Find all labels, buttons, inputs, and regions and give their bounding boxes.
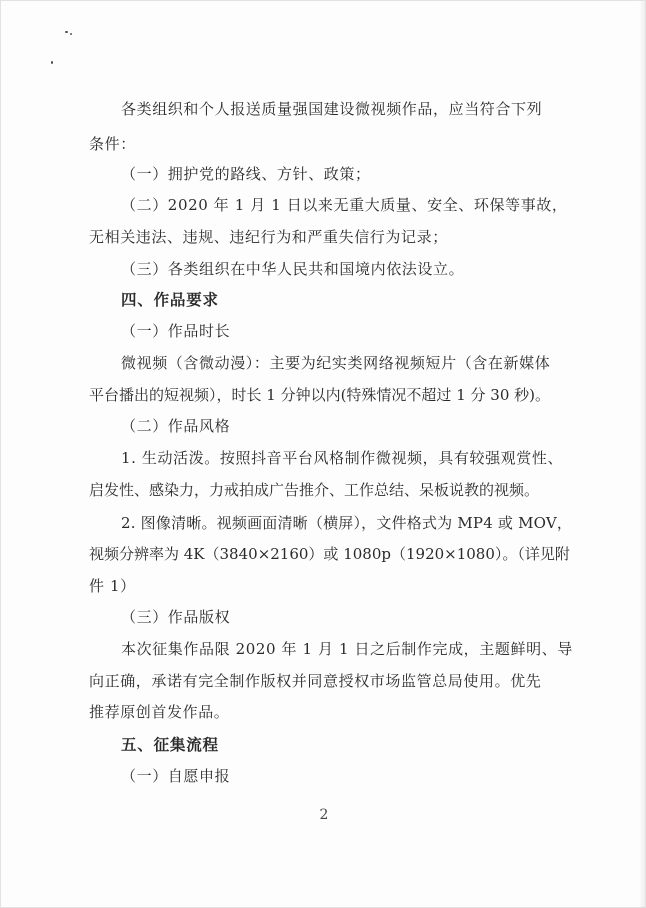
text-line: 微视频（含微动漫）：主要为纪实类网络视频短片（含在新媒体 [121, 354, 551, 372]
text-line: （三）各类组织在中华人民共和国境内依法设立。 [121, 260, 465, 278]
text-line: 无相关违法、违规、违纪行为和严重失信行为记录； [89, 228, 448, 246]
subsection-heading: （二）作品风格 [121, 417, 231, 435]
text-line: 1. 生动活泼。按照抖音平台风格制作微视频，具有较强观赏性、 [121, 449, 564, 467]
text-line: 各类组织和个人报送质量强国建设微视频作品，应当符合下列 [121, 100, 543, 118]
text-line: 启发性、感染力，力戒拍成广告推介、工作总结、呆板说教的视频。 [89, 481, 540, 499]
text-line: 视频分辨率为 4K（3840×2160）或 1080p（1920×1080）。（详见附 [89, 545, 570, 563]
subsection-heading: （一）作品时长 [121, 322, 231, 340]
page-number: 2 [319, 807, 329, 823]
scan-speck [70, 33, 72, 35]
section-heading: 五、征集流程 [121, 736, 219, 754]
text-line: 推荐原创首发作品。 [89, 703, 230, 721]
section-heading: 四、作品要求 [121, 291, 219, 309]
text-line: 条件： [89, 135, 136, 153]
page-edge-shadow [639, 1, 645, 908]
text-line: 2. 图像清晰。视频画面清晰（横屏），文件格式为 MP4 或 MOV， [121, 514, 573, 532]
text-line: 平台播出的短视频），时长 1 分钟以内(特殊情况不超过 1 分 30 秒)。 [89, 386, 550, 404]
subsection-heading: （三）作品版权 [121, 608, 231, 626]
scan-speck [51, 61, 53, 64]
scan-speck [65, 31, 68, 33]
text-line: 件 1） [89, 577, 136, 595]
text-line: 向正确，承诺有完全制作版权并同意授权市场监管总局使用。优先 [89, 672, 542, 690]
subsection-heading: （一）自愿申报 [121, 767, 231, 785]
text-line: （二）2020 年 1 月 1 日以来无重大质量、安全、环保等事故， [121, 196, 568, 214]
text-line: 本次征集作品限 2020 年 1 月 1 日之后制作完成，主题鲜明、导 [121, 640, 573, 658]
text-line: （一）拥护党的路线、方针、政策； [121, 165, 371, 183]
